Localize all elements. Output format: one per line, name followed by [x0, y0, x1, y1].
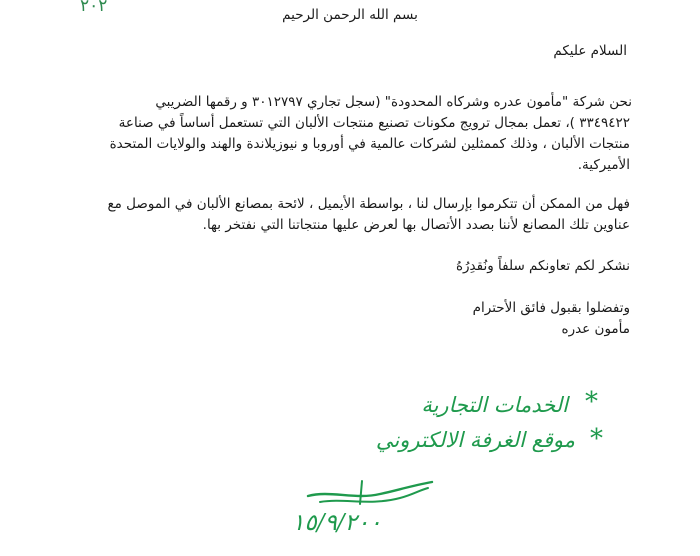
bullet-icon: * — [585, 387, 598, 417]
handwritten-date: ١٥/٩/٢٠٠ — [292, 510, 382, 536]
paragraph1-line2: ٣٣٤٩٤٢٢ )، تعمل بمجال ترويج مكونات تصنيع منتجات الألبان التي تستعمل أساساً في صناعة — [118, 115, 630, 131]
signatory-name: مأمون عدره — [561, 321, 630, 337]
bullet-icon: * — [590, 424, 603, 454]
paragraph1-line3: منتجات الألبان ، وذلك كممثلين لشركات عالمية في أوروبا و نيوزيلاندة والهند والولايات المتحدة — [109, 136, 630, 152]
handwritten-note-line2: موقع الغرفة الالكتروني — [375, 428, 575, 452]
paragraph1-line4: الأميركية. — [577, 157, 630, 173]
greeting: السلام عليكم — [553, 43, 627, 59]
handwritten-signature — [300, 478, 440, 508]
paragraph2-line1: فهل من الممكن أن تتكرموا بإرسال لنا ، بواسطة الأيميل ، لائحة بمصانع الألبان في الموصل مع — [107, 196, 630, 212]
paragraph2-line2: عناوين تلك المصانع لأننا بصدد الأتصال بها لعرض عليها منتجاتنا التي نفتخر بها. — [202, 217, 630, 233]
basmala: بسم الله الرحمن الرحيم — [282, 7, 418, 23]
corner-mark: ٢٠٢ — [80, 0, 108, 16]
thanks-line: نشكر لكم تعاونكم سلفاً ونُقدِرُهُ — [455, 258, 630, 274]
handwritten-note-line1: الخدمات التجارية — [421, 393, 568, 417]
paragraph1-line1: نحن شركة "مأمون عدره وشركاه المحدودة" (سجل تجاري ٣٠١٢٧٩٧ و رقمها الضريبي — [155, 94, 632, 110]
closing-line: وتفضلوا بقبول فائق الأحترام — [472, 300, 630, 316]
